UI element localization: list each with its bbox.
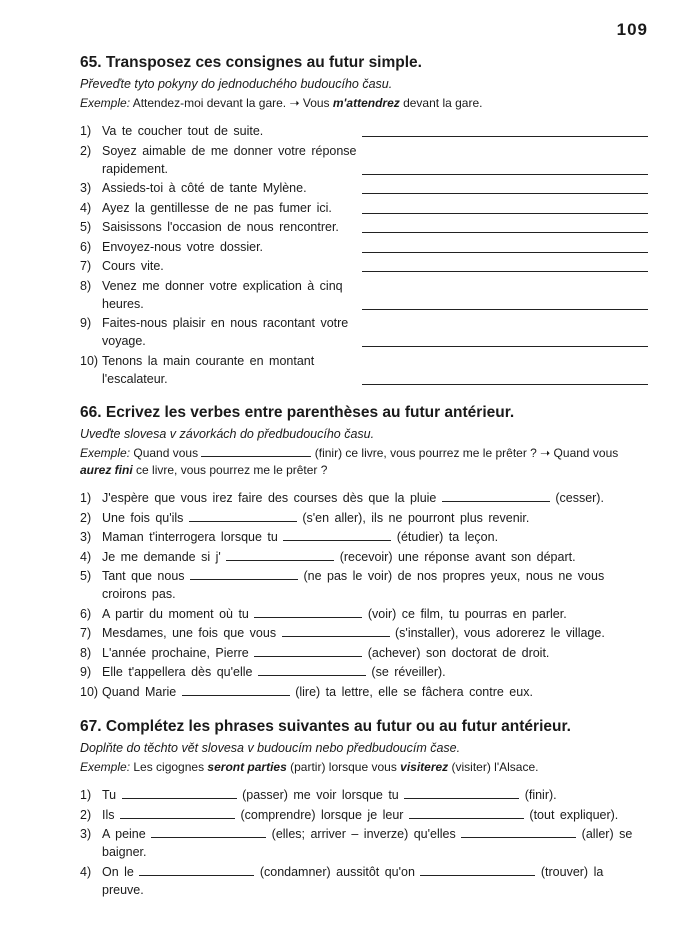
- item-number: 9): [80, 665, 92, 679]
- answer-blank[interactable]: [182, 684, 290, 696]
- item-text: (s'installer), vous adorerez le village.: [389, 626, 605, 640]
- item-text: L'année prochaine, Pierre: [102, 645, 255, 660]
- list-item: [80, 528, 650, 546]
- answer-line[interactable]: [362, 232, 648, 233]
- answer-blank[interactable]: [190, 568, 298, 580]
- item-text: A partir du moment où tu: [102, 606, 255, 621]
- list-item: [80, 567, 650, 603]
- item-text: (trouver) la preuve.: [102, 864, 604, 897]
- answer-blank[interactable]: [254, 645, 362, 657]
- item-text: (passer) me voir lorsque tu: [236, 788, 405, 802]
- item-text: J'espère que vous irez faire des courses dès que la pluie: [102, 491, 442, 505]
- example-answer: m'attendrez: [332, 96, 400, 110]
- item-number: 4): [80, 200, 92, 215]
- answer-line[interactable]: [362, 136, 648, 137]
- list-item: [80, 605, 650, 623]
- item-number: 3): [80, 181, 92, 195]
- example-blank: [201, 446, 311, 457]
- answer-line[interactable]: [362, 213, 648, 214]
- item-number: 2): [80, 510, 92, 525]
- answer-line[interactable]: [362, 252, 648, 253]
- item-text: Faites-nous plaisir en nous racontant votre voyage.: [102, 316, 349, 348]
- item-text: Mesdames, une fois que vous: [102, 626, 282, 640]
- item-text: Tenons la main courante en montant l'escalateur.: [102, 353, 315, 386]
- answer-line[interactable]: [362, 193, 648, 194]
- item-number: 6): [80, 239, 92, 254]
- example-text: (finir) ce livre, vous pourrez me le prêter ? ➝ Quand vous: [311, 446, 619, 460]
- item-number: 6): [80, 606, 92, 621]
- answer-line[interactable]: [362, 346, 648, 347]
- answer-blank[interactable]: [189, 510, 297, 522]
- item-number: 1): [80, 124, 92, 138]
- item-text: Elle t'appellera dès qu'elle: [102, 665, 258, 679]
- list-item: [80, 683, 650, 701]
- answer-line[interactable]: [362, 309, 648, 310]
- item-number: 1): [80, 491, 92, 505]
- item-text: Maman t'interrogera lorsque tu: [102, 530, 284, 544]
- exercise-66: [80, 404, 650, 702]
- item-number: 10): [80, 684, 99, 699]
- list-item: [80, 142, 650, 178]
- list-item: [80, 277, 650, 313]
- list-item: [80, 663, 650, 681]
- answer-blank[interactable]: [420, 864, 535, 876]
- item-number: 5): [80, 569, 92, 583]
- item-text: (cesser).: [549, 491, 604, 505]
- list-item: [80, 489, 650, 507]
- item-number: 7): [80, 626, 92, 640]
- item-text: (comprendre) lorsque je leur: [234, 807, 409, 822]
- item-text: (tout expliquer).: [523, 807, 619, 822]
- list-item: [80, 624, 650, 642]
- answer-blank[interactable]: [442, 490, 550, 502]
- list-item: [80, 509, 650, 527]
- exercise-subtitle: Doplňte do těchto vět slovesa v budoucím nebo předbudoucím čase.: [80, 741, 461, 755]
- example-answer: visiterez: [400, 760, 449, 774]
- item-text: (étudier) ta leçon.: [391, 530, 499, 544]
- example-answer: aurez fini: [80, 463, 133, 477]
- item-number: 5): [80, 220, 92, 234]
- list-item: [80, 199, 650, 217]
- list-item: [80, 548, 650, 566]
- item-text: Tant que nous: [102, 569, 191, 583]
- exercise-title: 65. Transposez ces consignes au futur simple.: [80, 54, 422, 71]
- example-answer: seront parties: [207, 760, 287, 774]
- item-text: Saisissons l'occasion de nous rencontrer.: [102, 220, 339, 234]
- item-text: (condamner) aussitôt qu'on: [254, 864, 421, 879]
- item-text: Assieds-toi à côté de tante Mylène.: [102, 181, 307, 195]
- item-text: (recevoir) une réponse avant son départ.: [334, 549, 576, 564]
- item-number: 10): [80, 353, 99, 368]
- list-item: [80, 786, 650, 804]
- list-item: [80, 863, 650, 899]
- list-item: [80, 314, 650, 350]
- answer-blank[interactable]: [282, 625, 390, 637]
- item-text: Tu: [102, 788, 122, 802]
- exercise-67: [80, 718, 650, 900]
- item-text: Ils: [102, 807, 120, 822]
- answer-blank[interactable]: [258, 664, 366, 676]
- list-item: [80, 218, 650, 236]
- item-number: 8): [80, 645, 92, 660]
- example-text: Les cigognes: [130, 760, 208, 774]
- item-number: 7): [80, 259, 92, 273]
- item-text: (voir) ce film, tu pourras en parler.: [362, 606, 567, 621]
- example-label: Exemple:: [80, 446, 131, 460]
- list-item: [80, 257, 650, 275]
- example-label: Exemple:: [80, 760, 131, 774]
- exercise-65: [80, 54, 650, 389]
- example-text: Attendez-moi devant la gare. ➝ Vous: [130, 96, 333, 110]
- list-item: [80, 238, 650, 256]
- answer-blank[interactable]: [151, 826, 266, 838]
- example-text: (partir) lorsque vous: [286, 760, 401, 774]
- example-text: (visiter) l'Alsace.: [448, 760, 539, 774]
- item-text: (s'en aller), ils ne pourront plus revenir.: [296, 510, 530, 525]
- item-text: Soyez aimable de me donner votre réponse rapidement.: [102, 143, 357, 176]
- answer-line[interactable]: [362, 271, 648, 272]
- item-text: (elles; arriver – inverze) qu'elles: [266, 827, 462, 841]
- item-text: (achever) son doctorat de droit.: [362, 645, 550, 660]
- example: [80, 759, 650, 776]
- answer-blank[interactable]: [139, 864, 254, 876]
- example-text: Quand vous: [130, 446, 202, 460]
- exercise-subtitle: Uveďte slovesa v závorkách do předbudoucího času.: [80, 427, 375, 441]
- answer-blank[interactable]: [120, 807, 235, 819]
- answer-line[interactable]: [362, 174, 648, 175]
- item-text: Cours vite.: [102, 259, 164, 273]
- list-item: [80, 352, 650, 388]
- exercise-subtitle: Převeďte tyto pokyny do jednoduchého budoucího času.: [80, 77, 393, 91]
- item-text: (lire) ta lettre, elle se fâchera contre eux.: [289, 684, 533, 699]
- example: [80, 445, 650, 479]
- answer-blank[interactable]: [254, 606, 362, 618]
- answer-blank[interactable]: [122, 787, 237, 799]
- example-label: Exemple:: [80, 96, 131, 110]
- item-text: Quand Marie: [102, 684, 182, 699]
- item-text: Venez me donner votre explication à cinq heures.: [102, 278, 343, 311]
- list-item: [80, 806, 650, 824]
- answer-blank[interactable]: [283, 529, 391, 541]
- item-number: 3): [80, 827, 92, 841]
- list-item: [80, 825, 650, 861]
- example: [80, 95, 650, 112]
- item-number: 4): [80, 549, 92, 564]
- exercise-title: 67. Complétez les phrases suivantes au futur ou au futur antérieur.: [80, 718, 571, 735]
- answer-line[interactable]: [362, 384, 648, 385]
- item-number: 4): [80, 864, 92, 879]
- answer-blank[interactable]: [404, 787, 519, 799]
- page-number: 109: [616, 20, 648, 39]
- item-number: 1): [80, 788, 92, 802]
- list-item: [80, 644, 650, 662]
- item-number: 8): [80, 278, 92, 293]
- item-text: Je me demande si j': [102, 549, 227, 564]
- item-text: (se réveiller).: [365, 665, 446, 679]
- list-item: [80, 122, 650, 140]
- item-text: A peine: [102, 827, 152, 841]
- item-text: Une fois qu'ils: [102, 510, 189, 525]
- item-text: Envoyez-nous votre dossier.: [102, 239, 264, 254]
- item-text: (finir).: [519, 788, 557, 802]
- item-text: Va te coucher tout de suite.: [102, 124, 264, 138]
- answer-blank[interactable]: [461, 826, 576, 838]
- item-number: 2): [80, 807, 92, 822]
- item-text: Ayez la gentillesse de ne pas fumer ici.: [102, 200, 332, 215]
- example-text: ce livre, vous pourrez me le prêter ?: [132, 463, 328, 477]
- item-number: 9): [80, 316, 92, 330]
- item-text: (ne pas le voir) de nos propres yeux, nous ne vous croirons pas.: [102, 569, 605, 601]
- list-item: [80, 179, 650, 197]
- item-number: 2): [80, 143, 92, 158]
- item-text: On le: [102, 864, 140, 879]
- answer-blank[interactable]: [409, 807, 524, 819]
- example-text: devant la gare.: [399, 96, 483, 110]
- answer-blank[interactable]: [226, 549, 334, 561]
- item-number: 3): [80, 530, 92, 544]
- exercise-title: 66. Ecrivez les verbes entre parenthèses au futur antérieur.: [80, 404, 515, 421]
- item-text: (aller) se baigner.: [102, 827, 633, 859]
